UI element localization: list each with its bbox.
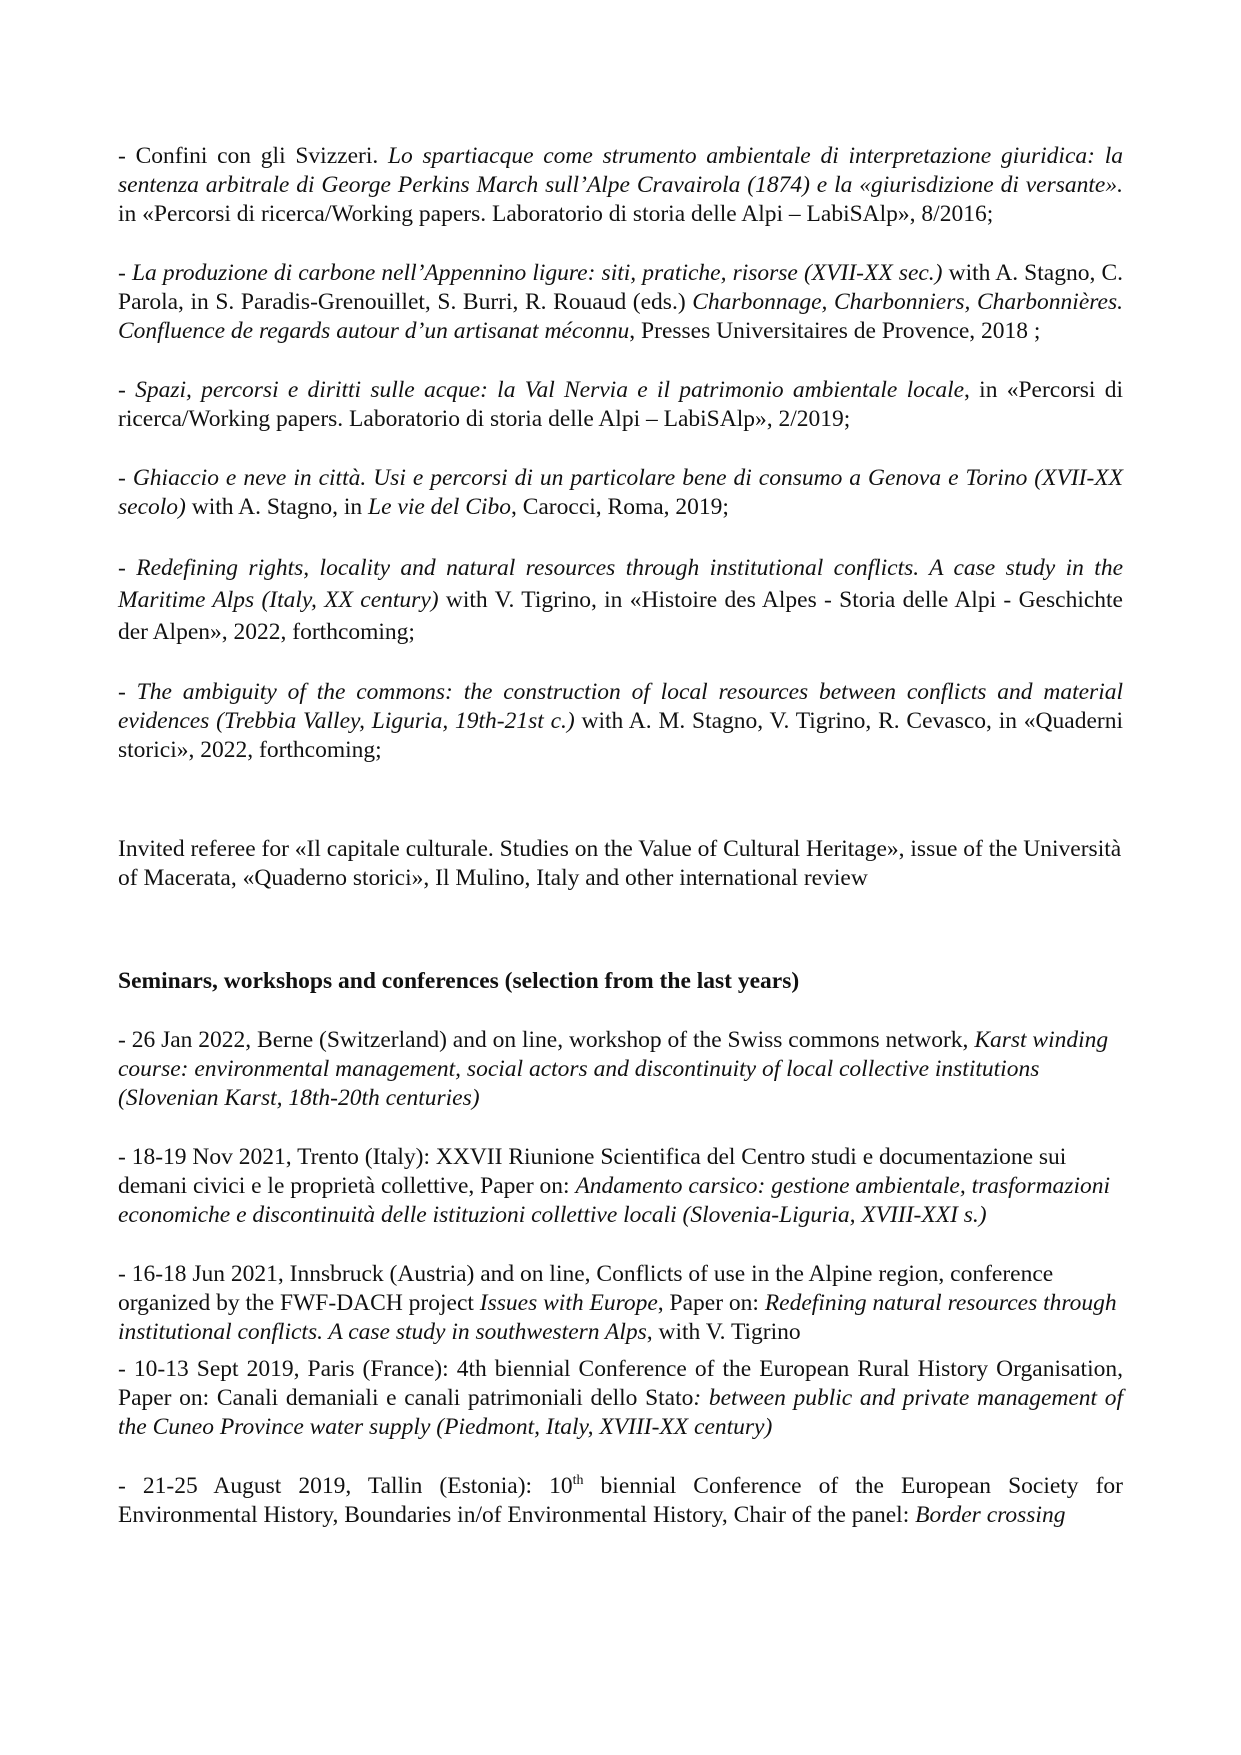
seminar-entry: - 18-19 Nov 2021, Trento (Italy): XXVII Riunione Scientifica del Centro studi e documentazione sui demani civici e le proprietà collettive, Paper on: Andamento carsico: gestione ambientale, trasformazioni economiche e discontinuità delle istituzioni collettive locali (Slovenia-Liguria, XVIII-XXI s.) bbox=[118, 1144, 1111, 1228]
seminar-entry: - 10-13 Sept 2019, Paris (France): 4th biennial Conference of the European Rural History Organisation, Paper on: Canali demaniali e canali patrimoniali dello Stato: between public and private management of the Cuneo Province water supply (Piedmont, Italy, XVIII-XX century) bbox=[118, 1356, 1123, 1440]
publication-entry: - Spazi, percorsi e diritti sulle acque: la Val Nervia e il patrimonio ambientale locale, in «Percorsi di ricerca/Working papers. Laboratorio di storia delle Alpi – LabiSAlp», 2/2019; bbox=[118, 377, 1123, 432]
referee-paragraph: Invited referee for «Il capitale culturale. Studies on the Value of Cultural Heritage», issue of the Università of Macerata, «Quaderno storici», Il Mulino, Italy and other international review bbox=[118, 836, 1122, 891]
spacer bbox=[118, 795, 1123, 835]
seminar-entry: - 26 Jan 2022, Berne (Switzerland) and on line, workshop of the Swiss commons network, Karst winding course: environmental management, social actors and discontinuity of local collective institutions (Slovenian Karst, 18th-20th centuries) bbox=[118, 1027, 1109, 1111]
seminar-entry: - 21-25 August 2019, Tallin (Estonia): 10th biennial Conference of the European Society for Environmental History, Boundaries in/of Environmental History, Chair of the panel: Border crossing bbox=[118, 1473, 1123, 1528]
publication-entry: - The ambiguity of the commons: the construction of local resources between conflicts and material evidences (Trebbia Valley, Liguria, 19th-21st c.) with A. M. Stagno, V. Tigrino, R. Cevasco, in «Quaderni storici», 2022, forthcoming; bbox=[118, 679, 1123, 763]
publication-entry: - La produzione di carbone nell’Appennino ligure: siti, pratiche, risorse (XVII-XX sec.) with A. Stagno, C. Parola, in S. Paradis-Grenouillet, S. Burri, R. Rouaud (eds.) Charbonnage, Charbonniers, Charbonnières. Confluence de regards autour d’un artisanat méconnu, Presses Universitaires de Provence, 2018 ; bbox=[118, 260, 1123, 344]
section-heading: Seminars, workshops and conferences (selection from the last years) bbox=[118, 968, 800, 994]
publication-entry: - Confini con gli Svizzeri. Lo spartiacque come strumento ambientale di interpretazione giuridica: la sentenza arbitrale di George Perkins March sull’Alpe Cravairola (1874) e la «giurisdizione di versante». in «Percorsi di ricerca/Working papers. Laboratorio di storia delle Alpi – LabiSAlp», 8/2016; bbox=[118, 143, 1123, 227]
seminar-entry: - 16-18 Jun 2021, Innsbruck (Austria) and on line, Conflicts of use in the Alpine region, conference organized by the FWF-DACH project Issues with Europe, Paper on: Redefining natural resources through institutional conflicts. A case study in southwestern Alps, with V. Tigrino bbox=[118, 1261, 1117, 1345]
spacer bbox=[118, 923, 1123, 967]
publication-entry: - Ghiaccio e neve in città. Usi e percorsi di un particolare bene di consumo a Genova e Torino (XVII-XX secolo) with A. Stagno, in Le vie del Cibo, Carocci, Roma, 2019; bbox=[118, 465, 1124, 520]
publication-entry: - Redefining rights, locality and natural resources through institutional conflicts. A case study in the Maritime Alps (Italy, XX century) with V. Tigrino, in «Histoire des Alpes - Storia delle Alpi - Geschichte der Alpen», 2022, forthcoming; bbox=[118, 555, 1124, 645]
document-page bbox=[118, 142, 1123, 1560]
